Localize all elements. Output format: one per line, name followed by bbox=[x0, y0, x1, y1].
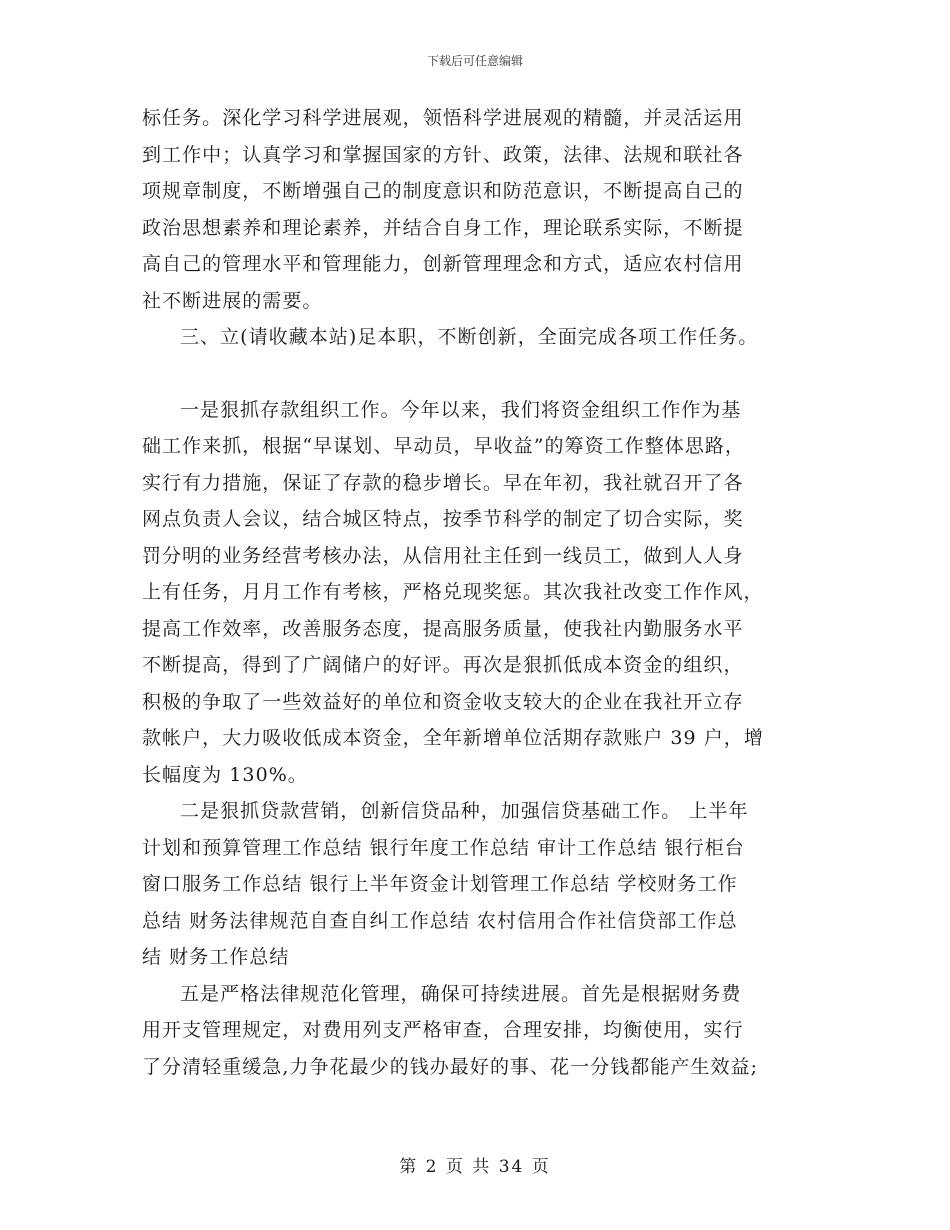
page-header: 下载后可任意编辑 bbox=[426, 54, 523, 68]
text-line: 项规章制度，不断增强自己的制度意识和防范意识，不断提高自己的 bbox=[142, 180, 744, 202]
text-line: 础工作来抓，根据“早谋划、早动员，早收益”的筹资工作整体思路， bbox=[142, 435, 745, 457]
text-line: 上有任务，月月工作有考核，严格兑现奖惩。其次我社改变工作作风， bbox=[142, 581, 764, 603]
text-line: 提高工作效率，改善服务态度，提高服务质量，使我社内勤服务水平 bbox=[142, 617, 744, 640]
text-line: 高自己的管理水平和管理能力，创新管理理念和方式，适应农村信用 bbox=[142, 253, 744, 275]
text-line: 长幅度为 130%。 bbox=[142, 763, 308, 786]
text-line: 网点负责人会议，结合城区特点，按季节科学的制定了切合实际，奖 bbox=[142, 508, 744, 530]
text-line: 窗口服务工作总结 银行上半年资金计划管理工作总结 学校财务工作 bbox=[142, 873, 738, 895]
text-line: 计划和预算管理工作总结 银行年度工作总结 审计工作总结 银行柜台 bbox=[142, 836, 745, 859]
text-line: 总结 财务法律规范自查自纠工作总结 农村信用合作社信贷部工作总 bbox=[142, 909, 738, 932]
body-text bbox=[142, 100, 822, 1085]
text-line: 了分清轻重缓急,力争花最少的钱办最好的事、花一分钱都能产生效益; bbox=[142, 1055, 759, 1078]
text-line: 社不断进展的需要。 bbox=[142, 289, 323, 312]
paragraph-start: 一是狠抓存款组织工作。今年以来，我们将资金组织工作作为基 bbox=[180, 398, 742, 421]
page-footer: 第 2 页 共 34 页 bbox=[399, 1157, 551, 1177]
text-line: 罚分明的业务经营考核办法，从信用社主任到一线员工，做到人人身 bbox=[142, 544, 744, 567]
section-heading: 三、立(请收藏本站)足本职，不断创新，全面完成各项工作任务。 bbox=[180, 326, 759, 348]
text-line: 积极的争取了一些效益好的单位和资金收支较大的企业在我社开立存 bbox=[142, 690, 744, 713]
text-line: 不断提高，得到了广阔储户的好评。再次是狠抓低成本资金的组织， bbox=[142, 654, 744, 676]
text-line: 政治思想素养和理论素养，并结合自身工作，理论联系实际，不断提 bbox=[142, 216, 744, 239]
paragraph-start: 二是狠抓贷款营销，创新信贷品种，加强信贷基础工作。 上半年 bbox=[180, 800, 749, 822]
text-line: 用开支管理规定，对费用列支严格审查，合理安排，均衡使用，实行 bbox=[142, 1019, 744, 1041]
text-line: 实行有力措施，保证了存款的稳步增长。早在年初，我社就召开了各 bbox=[142, 471, 744, 494]
paragraph-start: 五是严格法律规范化管理，确保可持续进展。首先是根据财务费 bbox=[180, 982, 742, 1005]
text-line: 到工作中；认真学习和掌握国家的方针、政策，法律、法规和联社各 bbox=[142, 143, 744, 166]
text-line: 标任务。深化学习科学进展观，领悟科学进展观的精髓，并灵活运用 bbox=[142, 107, 744, 129]
paragraph-gap bbox=[142, 356, 822, 392]
text-line: 款帐户，大力吸收低成本资金，全年新增单位活期存款账户 39 户，增 bbox=[142, 727, 764, 749]
text-line: 结 财务工作总结 bbox=[142, 946, 290, 968]
